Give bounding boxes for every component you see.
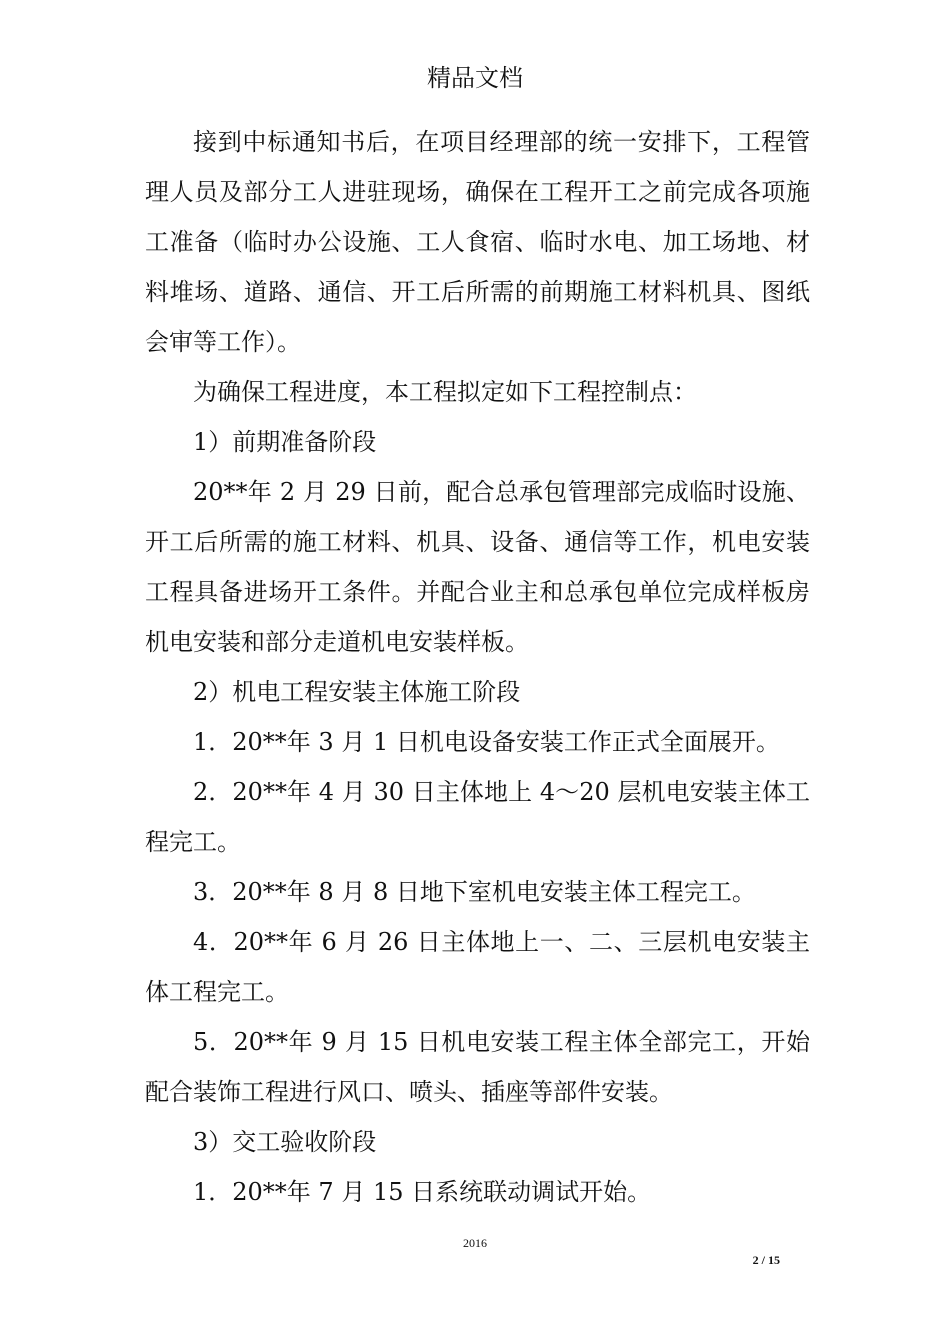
list-item: 2．20**年 4 月 30 日主体地上 4～20 层机电安装主体工程完工。: [145, 778, 810, 856]
paragraph-preparation: 20**年 2 月 29 日前，配合总承包管理部完成临时设施、开工后所需的施工材料、机具、设备、通信等工作，机电安装工程具备进场开工条件。并配合业主和总承包单位完成样板房机电安装和部分走道机电安装样板。: [145, 478, 810, 656]
paragraph-intro: 接到中标通知书后，在项目经理部的统一安排下，工程管理人员及部分工人进驻现场，确保在工程开工之前完成各项施工准备（临时办公设施、工人食宿、临时水电、加工场地、材料堆场、道路、通信、开工后所需的前期施工材料机具、图纸会审等工作）。: [145, 128, 810, 356]
document-body: [145, 117, 810, 1217]
section-heading-acceptance: 3）交工验收阶段: [193, 1128, 377, 1156]
page-header-title: 精品文档: [427, 64, 523, 92]
list-item: 3．20**年 8 月 8 日地下室机电安装主体工程完工。: [193, 878, 756, 906]
list-item: 1．20**年 7 月 15 日系统联动调试开始。: [193, 1178, 652, 1206]
list-item: 5．20**年 9 月 15 日机电安装工程主体全部完工，开始配合装饰工程进行风口、喷头、插座等部件安装。: [145, 1028, 810, 1106]
page-number: 2 / 15: [752, 1253, 780, 1267]
list-item: 1．20**年 3 月 1 日机电设备安装工作正式全面展开。: [193, 728, 780, 756]
footer-year: 2016: [463, 1236, 487, 1250]
paragraph-control-points: 为确保工程进度，本工程拟定如下工程控制点：: [193, 378, 697, 406]
section-heading-preparation: 1）前期准备阶段: [193, 428, 377, 456]
section-heading-main-construction: 2）机电工程安装主体施工阶段: [193, 678, 521, 706]
list-item: 4．20**年 6 月 26 日主体地上一、二、三层机电安装主体工程完工。: [145, 928, 810, 1006]
